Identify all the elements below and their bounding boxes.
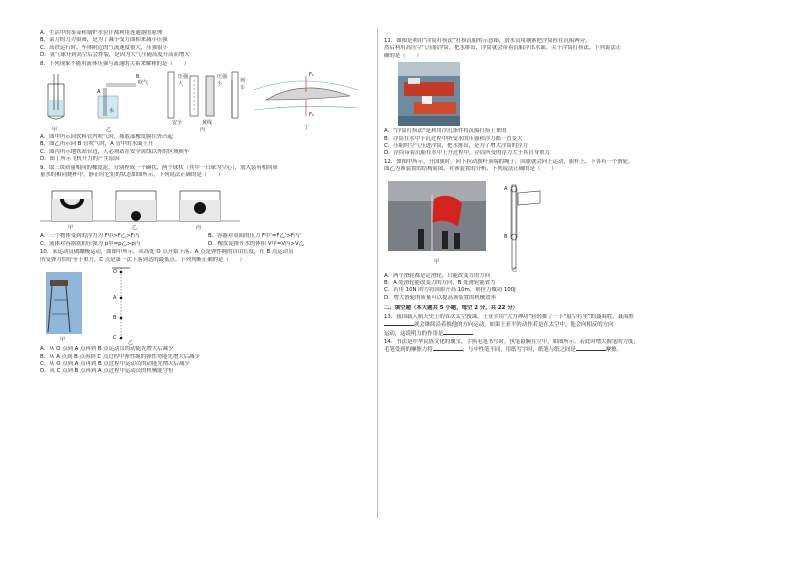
q7-option-b: B．菜刀的刀刃很薄，是为了减小受力面积来减小压强 — [40, 37, 168, 44]
q13-line2 — [384, 321, 728, 329]
salvage-photo — [384, 62, 464, 126]
q9-label-yi: 乙 — [132, 225, 138, 232]
q10-option-a: A．从 O 点到 A 点再到 B 点运动员的动能先增大后减少 — [40, 346, 174, 353]
q10-point-o: O — [113, 269, 117, 276]
q7-option-c: C．高铁运行时，车体附近的气流速度很大，压强很小 — [40, 44, 168, 51]
q10-point-b: B — [113, 315, 117, 322]
q8-label-yi: 乙 — [106, 127, 112, 134]
q8-option-c: C．图丙所示地铁站台边，人必须站在安全黄线以外的区域候车 — [40, 148, 190, 155]
q12-figure-drawing — [384, 177, 584, 273]
q10-option-d: D．从 C 点到 B 点再到 A 点过程中运动员的机械能守恒 — [40, 368, 174, 375]
q8-label-jia: 甲 — [52, 127, 58, 134]
q10-stem-line2: 所受弹力恰好等于重力，C 点是第一次下落到达的最低点。下列判断正确的是（ ） — [40, 256, 245, 263]
q11-option-c: C．压缩的空气压进浮筒，把水排出，是为了增大浮筒的浮力 — [384, 143, 528, 150]
q14-text-a: 毛笔受到的摩擦力将 — [384, 347, 433, 354]
q9-stem-line2: 量水的相同烧杯中，静止时它们的状态如图所示，下列说法正确的是（ ） — [40, 172, 224, 179]
q9-option-d: D．橡皮泥排开水的体积 V甲=V丙>V乙 — [208, 240, 305, 247]
q12-point-b: B — [504, 233, 508, 240]
q9-figure — [40, 181, 375, 233]
q13-line1: 13．我国载人航天史上的首次太空授课，王亚平用“大力神功”轻轻推了一下“悬空打坐”的聂海胜，聂海胜 — [384, 313, 634, 320]
q12-option-b: B．A 处滑轮能改变力的方向，B 处滑轮能省力 — [384, 280, 496, 287]
q11-figure — [384, 62, 728, 128]
q9-options-row1 — [40, 233, 375, 240]
q14-line1: 14．书法是中华民族文化的瑰宝，手执毛笔书写时，执笔悬腕在空中，如图所示，若此时增大握笔的力度， — [384, 338, 639, 345]
q12-stem-line2: 图乙为该装置的结构简图，对该装置的分析，下列说法正确的是（ ） — [384, 166, 557, 173]
q8-label-f2: F₂ — [309, 112, 314, 119]
q9-label-jia: 甲 — [68, 225, 74, 232]
q8-figure — [40, 70, 375, 134]
q10-figure-drawing — [40, 266, 160, 346]
q8-label-train: 列车 — [240, 78, 246, 92]
q14-blank-1[interactable] — [433, 346, 463, 351]
q8-label-bigp: 压强大 — [178, 74, 189, 88]
q10-figure — [40, 266, 375, 346]
q7-option-d: D．氢气球升到高空后会炸裂，是因为大气压随高度升高而增大 — [40, 52, 190, 59]
q10-stem-line1: 10．某运动员做蹦极运动，如图甲所示，从高处 O 点开始下落，A 点是弹性绳的自由长度，在 B 点运动员 — [40, 249, 294, 256]
q13-line3-text: 运动，这说明力的作用是 — [384, 330, 444, 337]
column-divider — [377, 28, 378, 518]
q13-line2-text: 就会继续沿着推他的方向运动，如果王亚平的动作若是在太空中，他会向相反的方向 — [414, 322, 614, 329]
q9-option-b: B．容器对桌面的压力 F甲'=F乙'>F丙' — [208, 233, 301, 240]
q12-label-yi: 乙 — [512, 266, 518, 273]
q13-blank-1[interactable] — [384, 321, 414, 326]
q8-label-a: A — [97, 89, 101, 96]
q10-option-b: B．从 A 点到 B 点再到 C 点过程中弹性绳的弹性势能先增大后减少 — [40, 353, 200, 360]
q11-stem-line1: 11．如图是利用“浮筒打捞法”打捞沉船的示意图，潜水员用钢索把浮筒拴在沉船两旁， — [384, 38, 591, 44]
q14-text-b: ；与中性笔不同，用纸写字时，纸笔与纸之间是 — [462, 347, 576, 354]
q11-stem-line3: 确的是（ ） — [384, 52, 422, 59]
q9-label-bing: 丙 — [196, 225, 202, 232]
q12-option-c: C．若用 10N 的力将国旗升高 10m，则拉力做功 100J — [384, 287, 516, 294]
left-column — [40, 30, 375, 376]
q9-option-a: A．三个物体受到的浮力为 F甲>F乙>F丙 — [40, 233, 140, 240]
q12-option-a: A．两个滑轮都是定滑轮，只能改变力的方向 — [384, 272, 491, 279]
q12-label-jia: 甲 — [434, 258, 440, 265]
q14-text-c: 摩擦。 — [605, 347, 622, 354]
right-column — [384, 38, 728, 355]
q8-label-yellow: 黄线 — [202, 120, 213, 127]
q10-label-jia: 甲 — [60, 337, 66, 344]
q8-stem: 8．下列现象不能用流体压强与流速的关系来解释的是（ ） — [40, 60, 189, 67]
q14-blank-2[interactable] — [576, 346, 606, 351]
q11-stem-line2: 然后利用高压空气压缩浮筒，把水排出，浮筒就会带着沉船浮出水面。关于浮筒打捞法，下列说法正 — [384, 45, 622, 52]
q11-option-b: B．浮筒在水中下沉过程中所受水的压强和浮力都一直变大 — [384, 135, 523, 142]
q8-label-b: B — [136, 74, 140, 81]
q10-label-yi: 乙 — [128, 340, 134, 347]
q10-option-c: C．从 O 点到 A 点再到 B 点过程中运动员的动能先增大后减少 — [40, 360, 190, 367]
q9-option-c: C．液体对容器底的压强为 p甲=p乙>p丙 — [40, 240, 141, 247]
q8-label-f1: F₁ — [309, 72, 314, 79]
q12-stem-line1: 12．如图甲所示，升国旗时，向下拉动旗杆顶端的绳子，国旗就会向上运动，旗杆上、下各有一个滑轮， — [384, 158, 634, 165]
q12-point-a: A — [504, 185, 508, 192]
q12-option-d: D．增大滑轮的质量可以提高该装置的机械效率 — [384, 294, 496, 301]
q10-point-a: A — [113, 295, 117, 302]
q8-option-a: A．图甲所示向饮料管内吹气时，瓶底部橡皮膜往外凸起 — [40, 134, 174, 141]
q7-option-a: A．生活中的茶壶和锅炉水位计都利用连通器的原理 — [40, 30, 163, 36]
q8-label-bing: 丙 — [200, 127, 206, 134]
q10-point-c: C — [113, 335, 117, 342]
section-fill-in-heading: 二、填空题（本大题共 5 小题，每空 2 分，共 22 分） — [384, 305, 519, 312]
q8-label-safe: 安全 — [172, 120, 183, 127]
q11-option-a: A．“浮筒打捞法”是利用浮沉条件将沉船打捞上来的 — [384, 128, 507, 135]
q13-blank-2[interactable] — [443, 330, 473, 335]
q8-option-b: B．图乙所示向 B 管吹气时，A 管中的水面上升 — [40, 141, 154, 148]
q8-label-blow: 吹气 — [138, 80, 149, 87]
q8-label-smallp: 压强小 — [217, 74, 228, 88]
q8-label-ding: 丁 — [304, 125, 310, 132]
q9-stem-line1: 9．取三块质量相同的橡皮泥，分别捏成一个碗状、两个球状（其中一只球为空心），放入装有相同质 — [40, 164, 278, 171]
q8-option-d: D．图丁所示飞机升力的产生原因 — [40, 156, 120, 163]
q9-options-row2 — [40, 241, 375, 248]
q8-label-water: 水 — [109, 108, 115, 115]
q13-line3 — [384, 330, 728, 338]
q11-option-d: D．浮筒带着沉船在水中上升过程中，浮筒所受的浮力大于其自身重力 — [384, 150, 550, 157]
q12-figure — [384, 177, 728, 273]
q14-line2 — [384, 346, 728, 354]
